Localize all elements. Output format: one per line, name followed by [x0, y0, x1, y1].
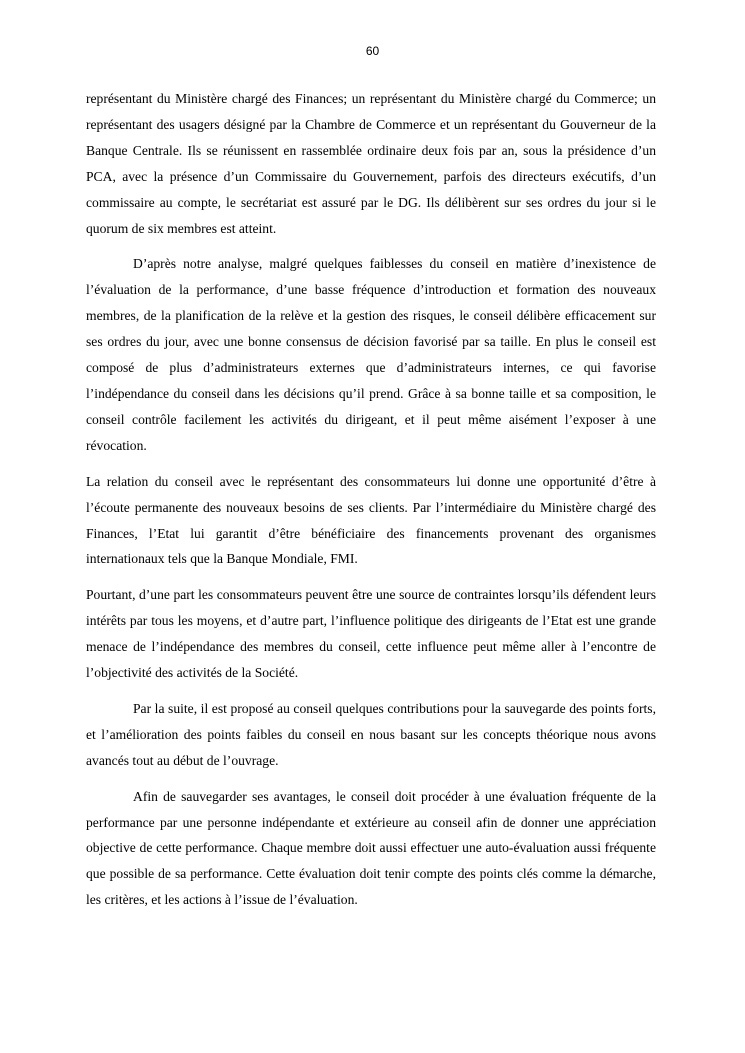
document-body — [86, 86, 656, 923]
page-number: 60 — [365, 44, 380, 58]
paragraph-1: représentant du Ministère chargé des Finances; un représentant du Ministère chargé du Commerce; un représentant des usagers désigné par la Chambre de Commerce et un représentant du Gouverneur de la Banque Centrale. Ils se réunissent en rassemblée ordinaire deux fois par an, sous la présidence d’un PCA, avec la présence d’un Commissaire du Gouvernement, parfois des directeurs exécutifs, d’un commissaire au compte, le secrétariat est assuré par le DG. Ils délibèrent sur ses ordres du jour si le quorum de six membres est atteint. — [86, 91, 656, 236]
paragraph-5: Par la suite, il est proposé au conseil quelques contributions pour la sauvegarde des points forts, et l’amélioration des points faibles du conseil en nous basant sur les concepts théorique nous avons avancés tout au début de l’ouvrage. — [86, 700, 656, 768]
paragraph-6: Afin de sauvegarder ses avantages, le conseil doit procéder à une évaluation fréquente de la performance par une personne indépendante et extérieure au conseil afin de donner une appréciation objective de cette performance. Chaque membre doit aussi effectuer une auto-évaluation aussi fréquente que possible de sa performance. Cette évaluation doit tenir compte des points clés comme la démarche, les critères, et les actions à l’issue de l’évaluation. — [86, 788, 656, 908]
paragraph-2: D’après notre analyse, malgré quelques faiblesses du conseil en matière d’inexistence de l’évaluation de la performance, d’une basse fréquence d’introduction et formation des nouveaux membres, de la planification de la relève et la gestion des risques, le conseil délibère efficacement sur ses ordres du jour, avec une bonne consensus de décision favorisé par sa taille. En plus le conseil est composé de plus d’administrateurs externes que d’administrateurs internes, ce qui favorise l’indépendance du conseil dans les décisions qu’il prend. Grâce à sa bonne taille et sa composition, le conseil contrôle facilement les activités du dirigeant, et il peut même aisément l’exposer à une révocation. — [86, 256, 656, 453]
paragraph-4: Pourtant, d’une part les consommateurs peuvent être une source de contraintes lorsqu’ils défendent leurs intérêts par tous les moyens, et d’autre part, l’influence politique des dirigeants de l’Etat est une grande menace de l’indépendance des membres du conseil, cette influence peut même aller à l’encontre de l’objectivité des activités de la Société. — [86, 587, 656, 681]
paragraph-3: La relation du conseil avec le représentant des consommateurs lui donne une opportunité d’être à l’écoute permanente des nouveaux besoins de ses clients. Par l’intermédiaire du Ministère chargé des Finances, l’Etat lui garantit d’être bénéficiaire des financements provenant des organismes internationaux tels que la Banque Mondiale, FMI. — [86, 473, 656, 567]
